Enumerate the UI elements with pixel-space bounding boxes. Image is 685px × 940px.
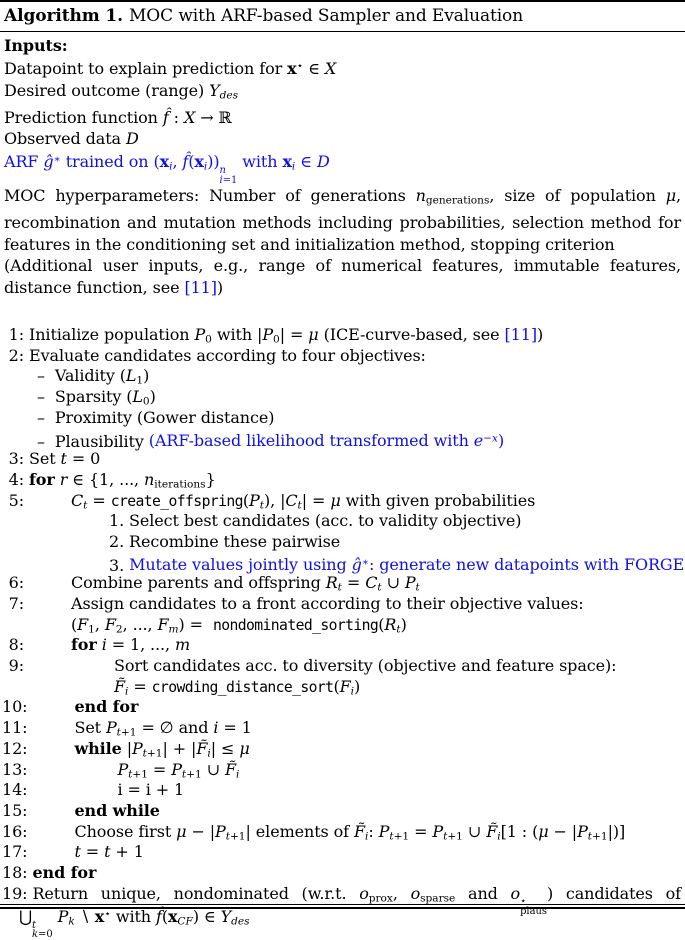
algo-line-7-text: Assign candidates to a front according to their objective values:	[71, 594, 584, 614]
algo-line-7-continuation	[2, 615, 681, 636]
algo-line-6-text: Combine parents and offspring $R_t = C_t$ ∪ $P_t$	[71, 573, 420, 594]
objective-plausibility	[2, 429, 681, 450]
algo-line-12-text: while $|P_{t+1}|$ + $|F̃_i| \le \mu$	[74, 738, 250, 760]
input-datapoint: Datapoint to explain prediction for x⋆ ∈ X	[4, 59, 337, 79]
objective-proximity-text: – Proximity (Gower distance)	[37, 407, 275, 427]
line-number: 15:	[2, 800, 28, 820]
line-number: 7:	[8, 594, 24, 614]
algorithm-label: Algorithm 1.	[4, 6, 123, 26]
section-gap	[0, 298, 685, 325]
algorithm-body	[0, 325, 685, 940]
offspring-step-3-text: 3. Mutate values jointly using ĝ∗: generate new datapoints with FORGE	[109, 555, 685, 575]
algo-line-13-text: $P_{t+1} = P_{t+1}$ ∪ $F̃_i$	[117, 759, 240, 781]
input-desired-outcome: Desired outcome (range) $Y_{des}$	[4, 80, 239, 102]
hyperparameters-paragraph: MOC hyperparameters: Number of generations $n_{generations}$, size of population μ, recombination and mutation methods including probabilities, selection method for features in the conditioning set and initialization method, stopping criterion	[4, 186, 681, 254]
objective-sparsity	[2, 387, 681, 408]
algo-line-7	[2, 594, 681, 615]
offspring-step-2	[2, 532, 681, 553]
algo-line-8-text: for i = 1, ..., m	[71, 635, 191, 655]
algo-line-9	[2, 656, 681, 677]
algo-line-1-text: Initialize population $P_0$ with $|P_0| = \mu$ (ICE-curve-based, see [11])	[29, 325, 544, 346]
algo-line-9-text: Sort candidates acc. to diversity (objective and feature space):	[114, 656, 617, 676]
plausibility-highlight: (ARF-based likelihood transformed with $e^{-x}$)	[148, 431, 505, 451]
algo-line-1	[2, 325, 681, 346]
algo-line-16	[2, 822, 681, 843]
line-number: 9:	[8, 656, 24, 676]
line-number: 4:	[8, 469, 24, 489]
bottom-rule	[0, 904, 685, 909]
algo-line-3	[2, 449, 681, 470]
input-arf-model	[4, 149, 681, 185]
inputs-section	[0, 32, 685, 298]
offspring-step-3	[2, 553, 685, 575]
line-number: 16:	[2, 821, 28, 841]
line-number: 18:	[2, 862, 28, 882]
algo-line-15	[2, 801, 681, 822]
algo-line-14-text: i = i + 1	[117, 780, 185, 800]
mutate-highlight: Mutate values jointly using ĝ∗: generate new datapoints with FORGE	[129, 555, 685, 575]
arf-highlight: ARF ĝ∗ trained on ($x_i$, $f̂(x_i)$) n i=1 with $x_i$ ∈ D	[4, 152, 330, 186]
algo-line-3-text: Set t = 0	[29, 449, 101, 469]
citation-ref-11[interactable]: [11]	[504, 325, 537, 345]
algo-line-19	[2, 883, 681, 918]
line-number: 14:	[2, 780, 28, 800]
additional-inputs-paragraph: (Additional user inputs, e.g., range of numerical features, immutable features, distance function, see [11])	[4, 256, 681, 297]
algo-line-19-text: Return unique, nondominated (w.r.t. $o_{prox}$, $o_{sparse}$ and o ⋆ plaus ) candidates of	[32, 883, 681, 918]
algo-line-11	[2, 718, 681, 739]
line-number: 19:	[2, 883, 28, 903]
algo-line-17-text: t = t + 1	[74, 842, 144, 862]
algo-line-16-text: Choose first $\mu - |P_{t+1}|$ elements of $F̃_i$: $P_{t+1} = P_{t+1}$ ∪ $F̃_i[1$ : $(\mu - |P_{t+1}|)$]	[74, 821, 626, 843]
algorithm-title	[0, 2, 685, 32]
line-number: 3:	[8, 449, 24, 469]
algo-line-18	[2, 863, 681, 884]
algo-line-12	[2, 739, 681, 760]
line-number: 11:	[2, 718, 28, 738]
algorithm-name: MOC with ARF-based Sampler and Evaluation	[128, 6, 524, 26]
algo-line-5	[2, 491, 681, 512]
line-number: 8:	[8, 635, 24, 655]
algo-line-6	[2, 573, 681, 594]
objective-proximity	[2, 408, 681, 429]
algo-line-2	[2, 346, 681, 367]
objective-validity	[2, 366, 681, 387]
citation-ref-11[interactable]: [11]	[184, 277, 217, 297]
line-number: 6:	[8, 573, 24, 593]
line-number: 2:	[8, 345, 24, 365]
line-number: 10:	[2, 697, 28, 717]
line-number: 1:	[8, 325, 24, 345]
offspring-step-1-text: 1. Select best candidates (acc. to validity objective)	[109, 511, 522, 531]
offspring-step-2-text: 2. Recombine these pairwise	[109, 531, 341, 551]
algo-line-10-text: end for	[74, 697, 139, 717]
line-number: 17:	[2, 842, 28, 862]
line-number: 5:	[8, 490, 24, 510]
objective-sparsity-text: – Sparsity $(L_0)$	[37, 387, 156, 408]
algo-line-7-continuation-text: ($F_1$, $F_2$, ..., $F_m$) = $nondominated\_sorting(R_t)$	[71, 614, 407, 636]
input-observed-data: Observed data D	[4, 129, 139, 148]
algo-line-11-text: Set $P_{t+1}$ = ∅ and i = 1	[74, 718, 252, 739]
inputs-header: Inputs:	[4, 36, 68, 55]
objective-validity-text: – Validity $(L_1)$	[37, 366, 150, 388]
algo-line-5-text: $C_t$ = $create\_offspring(P_t)$, $|C_t| = \mu$ with given probabilities	[71, 490, 536, 512]
line-number: 12:	[2, 738, 28, 758]
algo-line-4-text: for r ∈ {1, ..., $n_{iterations}$}	[29, 469, 216, 491]
algo-line-4	[2, 470, 681, 491]
algo-line-9-continuation-text: $F̃_i$ = $crowding\_distance\_sort(F_i)$	[114, 676, 361, 698]
input-lines	[4, 56, 681, 185]
algo-line-15-text: end while	[74, 800, 160, 820]
algo-line-9-continuation	[2, 677, 681, 698]
algo-line-18-text: end for	[32, 862, 97, 882]
algo-line-14	[2, 780, 681, 801]
algo-line-2-text: Evaluate candidates according to four objectives:	[29, 345, 426, 365]
input-prediction-function: Prediction function f̂ : X → ℝ	[4, 107, 232, 127]
algo-line-19-continuation-text: ⋃ t k=0 $P_k$ ∖ x⋆ with $f̂(x_{CF})$ ∈ $Y_{des}$	[19, 907, 250, 940]
line-number: 13:	[2, 759, 28, 779]
objective-plausibility-text: – Plausibility (ARF-based likelihood transformed with $e^{-x}$)	[37, 431, 505, 451]
